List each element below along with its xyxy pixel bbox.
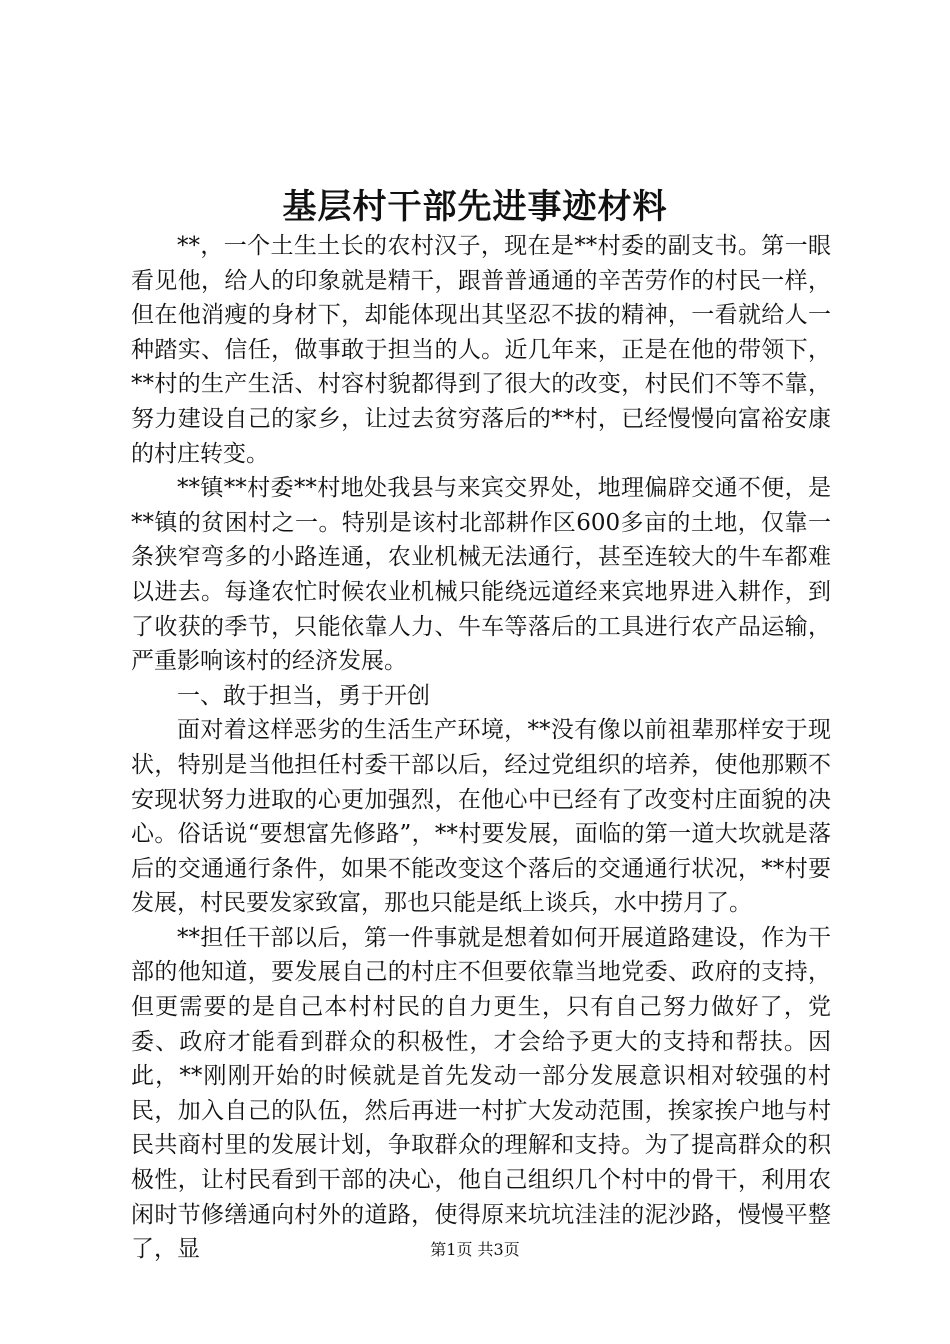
document-body [131, 229, 831, 1267]
body-paragraph: **镇**村委**村地处我县与来宾交界处，地理偏辟交通不便，是**镇的贫困村之一。特别是该村北部耕作区600多亩的土地，仅靠一条狭窄弯多的小路连通，农业机械无法通行，甚至连较大的牛车都难以进去。每逢农忙时候农业机械只能绕远道经来宾地界进入耕作，到了收获的季节，只能依靠人力、牛车等落后的工具进行农产品运输，严重影响该村的经济发展。 [131, 475, 831, 675]
body-paragraph: **，一个土生土长的农村汉子，现在是**村委的副支书。第一眼看见他，给人的印象就是精干，跟普普通通的辛苦劳作的村民一样，但在他消瘦的身材下，却能体现出其坚忍不拔的精神，一看就给人一种踏实、信任，做事敢于担当的人。近几年来，正是在他的带领下，**村的生产生活、村容村貌都得到了很大的改变，村民们不等不靠，努力建设自己的家乡，让过去贫穷落后的**村，已经慢慢向富裕安康的村庄转变。 [131, 233, 831, 467]
body-paragraph: **担任干部以后，第一件事就是想着如何开展道路建设，作为干部的他知道，要发展自己的村庄不但要依靠当地党委、政府的支持，但更需要的是自己本村村民的自力更生，只有自己努力做好了，党委、政府才能看到群众的积极性，才会给予更大的支持和帮扶。因此，**刚刚开始的时候就是首先发动一部分发展意识相对较强的村民，加入自己的队伍，然后再进一村扩大发动范围，挨家挨户地与村民共商村里的发展计划，争取群众的理解和支持。为了提高群众的积极性，让村民看到干部的决心，他自己组织几个村中的骨干，利用农闲时节修缮通向村外的道路，使得原来坑坑洼洼的泥沙路，慢慢平整了，显 [131, 924, 831, 1263]
section-heading: 一、敢于担当，勇于开创 [177, 682, 430, 709]
page-footer: 第1页 共3页 [430, 1240, 520, 1259]
body-paragraph: 面对着这样恶劣的生活生产环境，**没有像以前祖辈那样安于现状，特别是当他担任村委干部以后，经过党组织的培养，使他那颗不安现状努力进取的心更加强烈，在他心中已经有了改变村庄面貌的决心。俗话说“要想富先修路”，**村要发展，面临的第一道大坎就是落后的交通通行条件，如果不能改变这个落后的交通通行状况，**村要发展，村民要发家致富，那也只能是纸上谈兵，水中捞月了。 [131, 717, 831, 917]
document-title: 基层村干部先进事迹材料 [282, 187, 668, 227]
